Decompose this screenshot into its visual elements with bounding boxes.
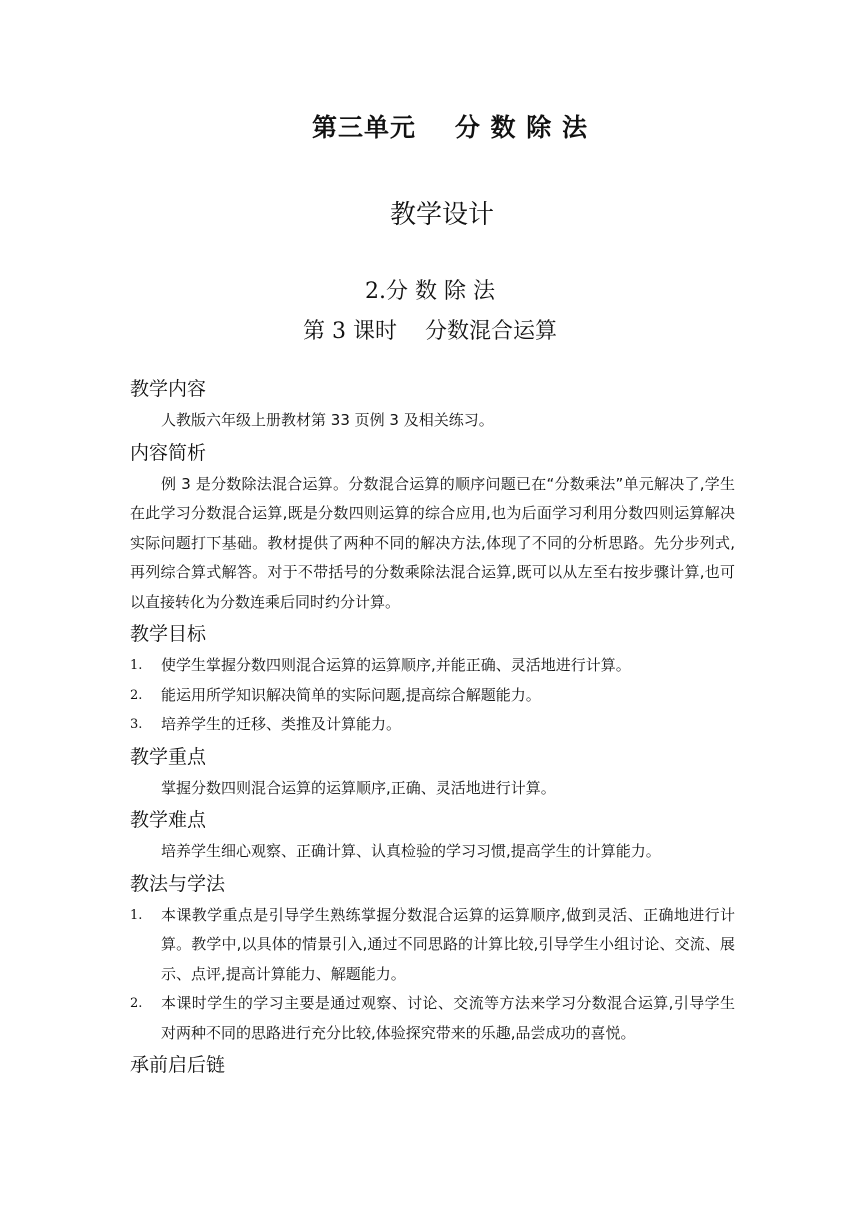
list-item-number: 3. [130, 717, 143, 732]
section-heading-link: 承前启后链 [130, 1054, 226, 1076]
unit-title: 第三单元 分 数 除 法 [312, 113, 588, 142]
section-text-key-points: 掌握分数四则混合运算的运算顺序,正确、灵活地进行计算。 [161, 778, 556, 797]
list-item [130, 651, 735, 681]
list-item-text: 能运用所学知识解决简单的实际问题,提高综合解题能力。 [161, 685, 541, 704]
list-item [130, 681, 735, 711]
list-item-text: 本课时学生的学习主要是通过观察、讨论、交流等方法来学习分数混合运算,引导学生对两种不同的思路进行充分比较,体验探究带来的乐趣,品尝成功的喜悦。 [161, 994, 735, 1042]
section-heading-content: 教学内容 [130, 378, 207, 400]
lesson-number-title: 2.分 数 除 法 [365, 279, 495, 304]
list-item-text: 使学生掌握分数四则混合运算的运算顺序,并能正确、灵活地进行计算。 [161, 656, 631, 674]
section-text-content: 人教版六年级上册教材第 33 页例 3 及相关练习。 [161, 411, 494, 429]
list-item-text: 本课教学重点是引导学生熟练掌握分数混合运算的运算顺序,做到灵活、正确地进行计算。教学中,以具体的情景引入,通过不同思路的计算比较,引导学生小组讨论、交流、展示、点评,提高计算能力、解题能力。 [161, 905, 735, 983]
list-item [130, 901, 735, 990]
list-item-number: 1. [130, 658, 143, 673]
list-item-text: 培养学生的迁移、类推及计算能力。 [161, 715, 402, 733]
document-title: 教学设计 [389, 200, 494, 230]
lesson-plan-body [130, 372, 735, 1082]
list-item-number: 2. [130, 996, 143, 1011]
list-item-number: 2. [130, 687, 143, 703]
section-text-analysis: 例 3 是分数除法混合运算。分数混合运算的顺序问题已在“分数乘法”单元解决了,学生在此学习分数混合运算,既是分数四则运算的综合应用,也为后面学习利用分数四则运算解决实际问题打下基础。教材提供了两种不同的解决方法,体现了不同的分析思路。先分步列式,再列综合算式解答。对于不带括号的分数乘除法混合运算,既可以从左至右按步骤计算,也可以直接转化为分数连乘后同时约分计算。 [130, 474, 735, 611]
section-heading-key-points: 教学重点 [130, 745, 207, 768]
methods-list [130, 901, 735, 1049]
lesson-title: 第 3 课时 分数混合运算 [303, 319, 557, 344]
section-heading-methods: 教法与学法 [130, 872, 226, 895]
section-text-difficulties: 培养学生细心观察、正确计算、认真检验的学习习惯,提高学生的计算能力。 [161, 842, 661, 860]
section-heading-goals: 教学目标 [130, 623, 207, 645]
list-item [130, 710, 735, 740]
section-heading-analysis: 内容简析 [130, 441, 207, 464]
list-item [130, 989, 735, 1048]
goals-list [130, 651, 735, 740]
list-item-number: 1. [130, 907, 143, 923]
section-heading-difficulties: 教学难点 [130, 809, 207, 831]
